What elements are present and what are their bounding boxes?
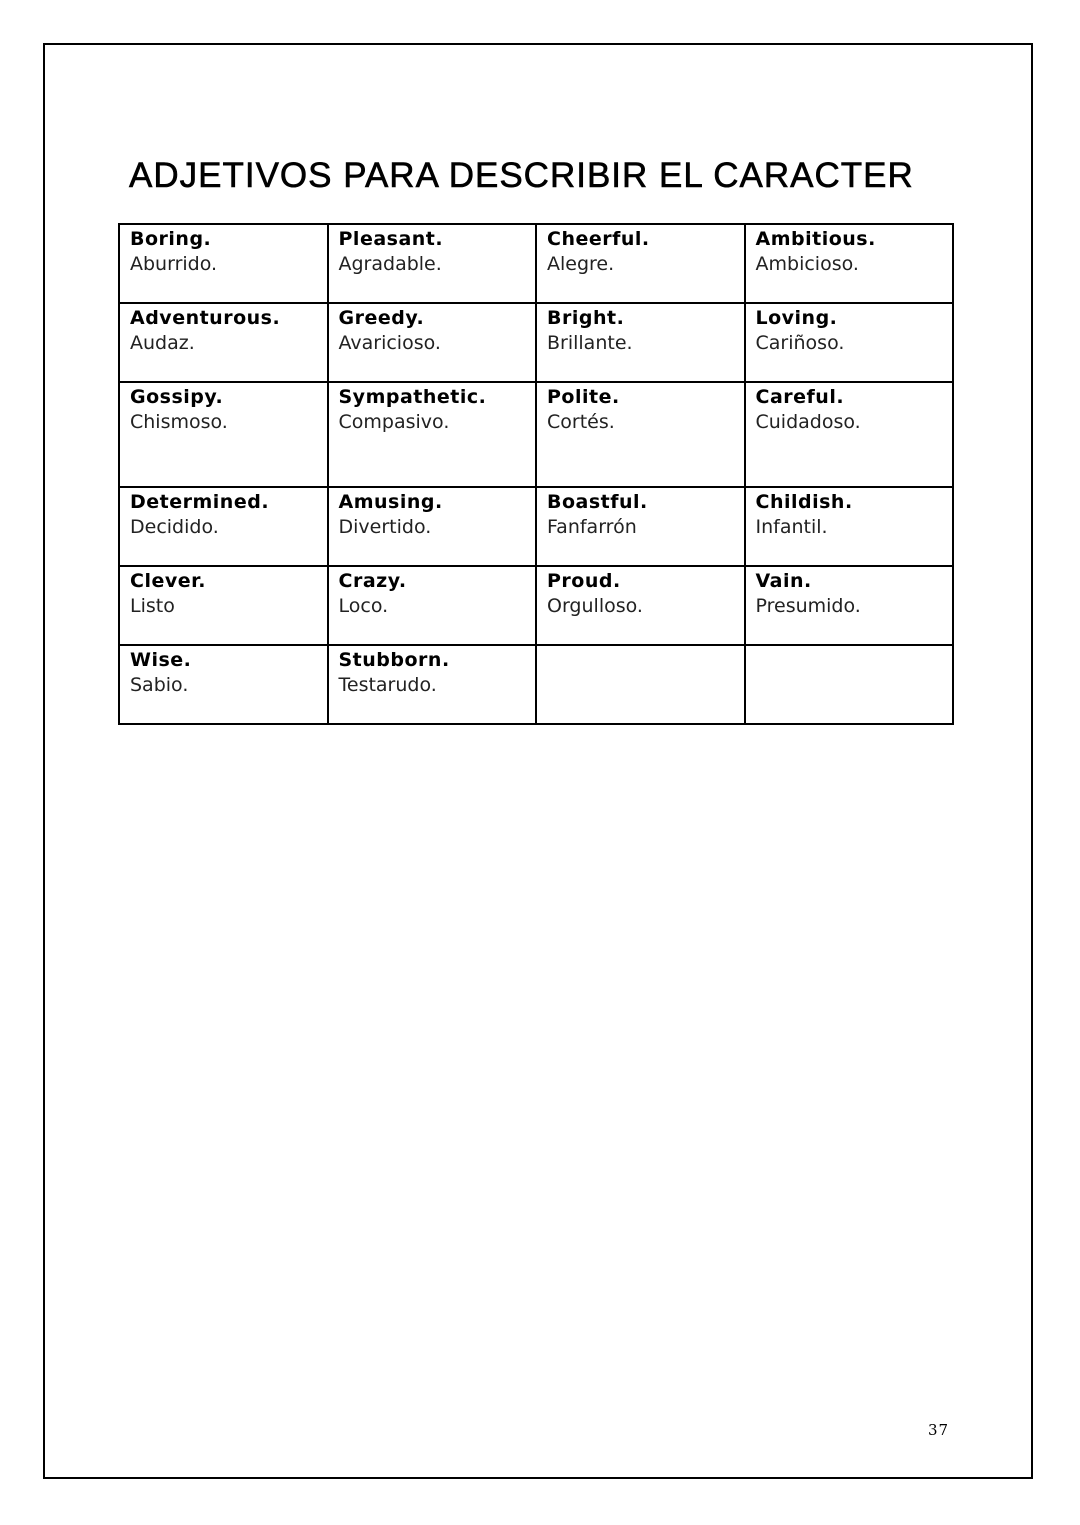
english-word: Gossipy. [130,386,224,408]
english-word: Proud. [547,570,621,592]
spanish-translation: Orgulloso. [547,595,643,617]
english-word: Wise. [130,649,192,671]
spanish-translation: Avaricioso. [338,332,441,354]
table-cell [328,224,537,303]
english-word: Clever. [130,570,206,592]
table-cell [745,566,954,645]
table-cell [328,303,537,382]
table-cell [328,487,537,566]
table-cell [745,645,954,724]
table-cell [119,645,328,724]
table-cell [536,487,745,566]
english-word: Vain. [755,570,812,592]
english-word: Amusing. [338,491,443,513]
table-row [119,303,953,382]
page-number: 37 [928,1421,950,1439]
spanish-translation: Testarudo. [338,674,437,696]
spanish-translation: Aburrido. [130,253,218,275]
spanish-translation: Cortés. [547,411,615,433]
english-word: Polite. [547,386,620,408]
spanish-translation: Cuidadoso. [755,411,861,433]
spanish-translation: Ambicioso. [755,253,859,275]
spanish-translation: Presumido. [755,595,861,617]
table-cell [745,487,954,566]
english-word: Adventurous. [130,307,281,329]
english-word: Boring. [130,228,212,250]
english-word: Cheerful. [547,228,650,250]
table-cell [745,224,954,303]
table-cell [119,566,328,645]
spanish-translation: Cariñoso. [755,332,845,354]
english-word: Bright. [547,307,625,329]
table-cell [536,224,745,303]
table-row [119,566,953,645]
table-cell [536,382,745,487]
spanish-translation: Compasivo. [338,411,450,433]
spanish-translation: Listo [130,595,175,617]
table-cell [119,224,328,303]
english-word: Pleasant. [338,228,444,250]
spanish-translation: Brillante. [547,332,633,354]
spanish-translation: Alegre. [547,253,615,275]
table-row [119,487,953,566]
spanish-translation: Sabio. [130,674,189,696]
spanish-translation: Infantil. [755,516,828,538]
english-word: Crazy. [338,570,407,592]
spanish-translation: Agradable. [338,253,442,275]
english-word: Boastful. [547,491,648,513]
english-word: Greedy. [338,307,425,329]
table-cell [536,645,745,724]
table-cell [536,566,745,645]
english-word: Loving. [755,307,838,329]
table-cell [328,566,537,645]
spanish-translation: Chismoso. [130,411,228,433]
table-row [119,382,953,487]
english-word: Careful. [755,386,845,408]
spanish-translation: Divertido. [338,516,432,538]
table-row [119,224,953,303]
spanish-translation: Fanfarrón [547,516,637,538]
table-cell [328,645,537,724]
english-word: Childish. [755,491,853,513]
table-cell [745,382,954,487]
spanish-translation: Decidido. [130,516,219,538]
table-cell [119,382,328,487]
english-word: Ambitious. [755,228,876,250]
vocabulary-table [118,223,954,725]
table-cell [119,487,328,566]
english-word: Determined. [130,491,270,513]
english-word: Stubborn. [338,649,450,671]
table-cell [745,303,954,382]
table-cell [119,303,328,382]
spanish-translation: Loco. [338,595,389,617]
english-word: Sympathetic. [338,386,487,408]
page-title: ADJETIVOS PARA DESCRIBIR EL CARACTER [129,156,914,195]
table-cell [536,303,745,382]
table-row [119,645,953,724]
spanish-translation: Audaz. [130,332,195,354]
table-cell [328,382,537,487]
